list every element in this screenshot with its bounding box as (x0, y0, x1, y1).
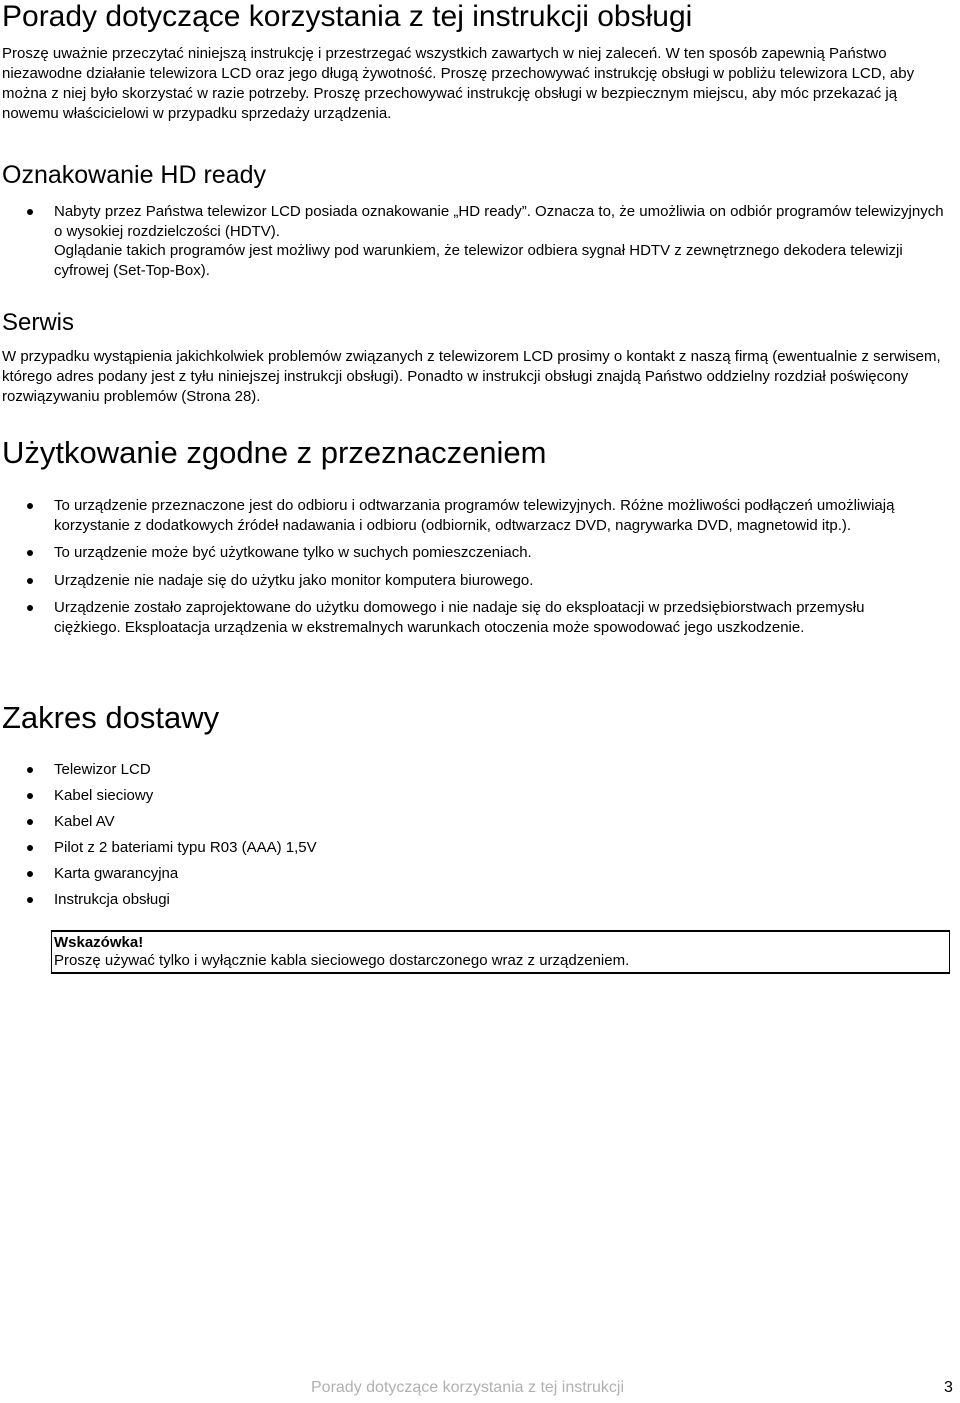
list-item (0, 760, 900, 780)
hd-ready-text: Nabyty przez Państwa telewizor LCD posiada oznakowanie „HD ready”. Oznacza to, że umożliwia on odbiór programów telewizyjnych o wysokiej rozdzielczości (HDTV). (54, 203, 944, 240)
list-item (0, 786, 900, 806)
bullet-icon (27, 503, 33, 509)
list-item (0, 598, 920, 637)
note-title: Wskazówka! (54, 934, 144, 951)
list-item (0, 543, 920, 563)
list-item (0, 812, 900, 832)
list-item (0, 864, 900, 884)
delivery-item-text: Telewizor LCD (54, 761, 151, 778)
hd-ready-heading: Oznakowanie HD ready (2, 161, 267, 189)
note-text: Proszę używać tylko i wyłącznie kabla sieciowego dostarczonego wraz z urządzeniem. (54, 952, 630, 969)
list-item (0, 571, 920, 591)
page-number: 3 (944, 1379, 953, 1396)
bullet-icon (27, 871, 33, 877)
delivery-item-text: Kabel AV (54, 813, 115, 830)
delivery-item-text: Kabel sieciowy (54, 787, 154, 804)
hd-ready-text-continued: Oglądanie takich programów jest możliwy pod warunkiem, że telewizor odbiera sygnał HDTV z zewnętrznego dekodera telewizji cyfrowej (Set-Top-Box). (54, 242, 903, 279)
bullet-icon (27, 550, 33, 556)
list-item (0, 838, 900, 858)
bullet-icon (27, 793, 33, 799)
bullet-icon (27, 819, 33, 825)
bullet-icon (27, 605, 33, 611)
intro-paragraph: Proszę uważnie przeczytać niniejszą instrukcję i przestrzegać wszystkich zawartych w niej zaleceń. W ten sposób zapewnią Państwo niezawodne działanie telewizora LCD oraz jego długą żywotność. Proszę przechowywać instrukcję obsługi w pobliżu telewizora LCD, aby można z niej było skorzystać w razie potrzeby. Proszę przechowywać instrukcję obsługi w bezpiecznym miejscu, aby móc przekazać ją nowemu właścicielowi w przypadku sprzedaży urządzenia. (2, 45, 915, 122)
bullet-icon (27, 897, 33, 903)
page-title: Porady dotyczące korzystania z tej instrukcji obsługi (2, 0, 693, 33)
hd-ready-list (0, 202, 945, 280)
delivery-heading: Zakres dostawy (2, 700, 220, 735)
usage-heading: Użytkowanie zgodne z przeznaczeniem (2, 435, 547, 470)
note-box (51, 930, 950, 974)
delivery-item-text: Instrukcja obsługi (54, 891, 170, 908)
list-item (0, 496, 920, 535)
service-paragraph: W przypadku wystąpienia jakichkolwiek problemów związanych z telewizorem LCD prosimy o kontakt z naszą firmą (ewentualnie z serwisem, którego adres podany jest z tyłu niniejszej instrukcji obsługi). Ponadto w instrukcji obsługi znajdą Państwo oddzielny rozdział poświęcony rozwiązywaniu problemów (Strona 28). (2, 348, 941, 405)
bullet-icon (27, 578, 33, 584)
usage-item-text: To urządzenie przeznaczone jest do odbioru i odtwarzania programów telewizyjnych. Różne możliwości podłączeń umożliwiają korzystanie z dodatkowych źródeł nadawania i odbioru (odbiornik, odtwarzacz DVD, nagrywarka DVD, magnetowid itp.). (54, 497, 895, 534)
delivery-item-text: Karta gwarancyjna (54, 865, 179, 882)
usage-item-text: To urządzenie może być użytkowane tylko w suchych pomieszczeniach. (54, 544, 532, 561)
footer-running-title: Porady dotyczące korzystania z tej instrukcji (311, 1379, 625, 1396)
bullet-icon (27, 845, 33, 851)
bullet-icon (27, 767, 33, 773)
service-heading: Serwis (2, 309, 75, 336)
usage-item-text: Urządzenie nie nadaje się do użytku jako monitor komputera biurowego. (54, 571, 534, 589)
usage-item-text: Urządzenie zostało zaprojektowane do użytku domowego i nie nadaje się do eksploatacji w przedsiębiorstwach przemysłu ciężkiego. Eksploatacja urządzenia w ekstremalnych warunkach otoczenia może spowodować jego uszkodzenie. (54, 599, 865, 636)
list-item (0, 202, 945, 280)
usage-list (0, 496, 920, 637)
bullet-icon (27, 209, 33, 215)
delivery-list (0, 760, 900, 910)
delivery-item-text: Pilot z 2 bateriami typu R03 (AAA) 1,5V (54, 839, 317, 856)
list-item (0, 890, 900, 910)
